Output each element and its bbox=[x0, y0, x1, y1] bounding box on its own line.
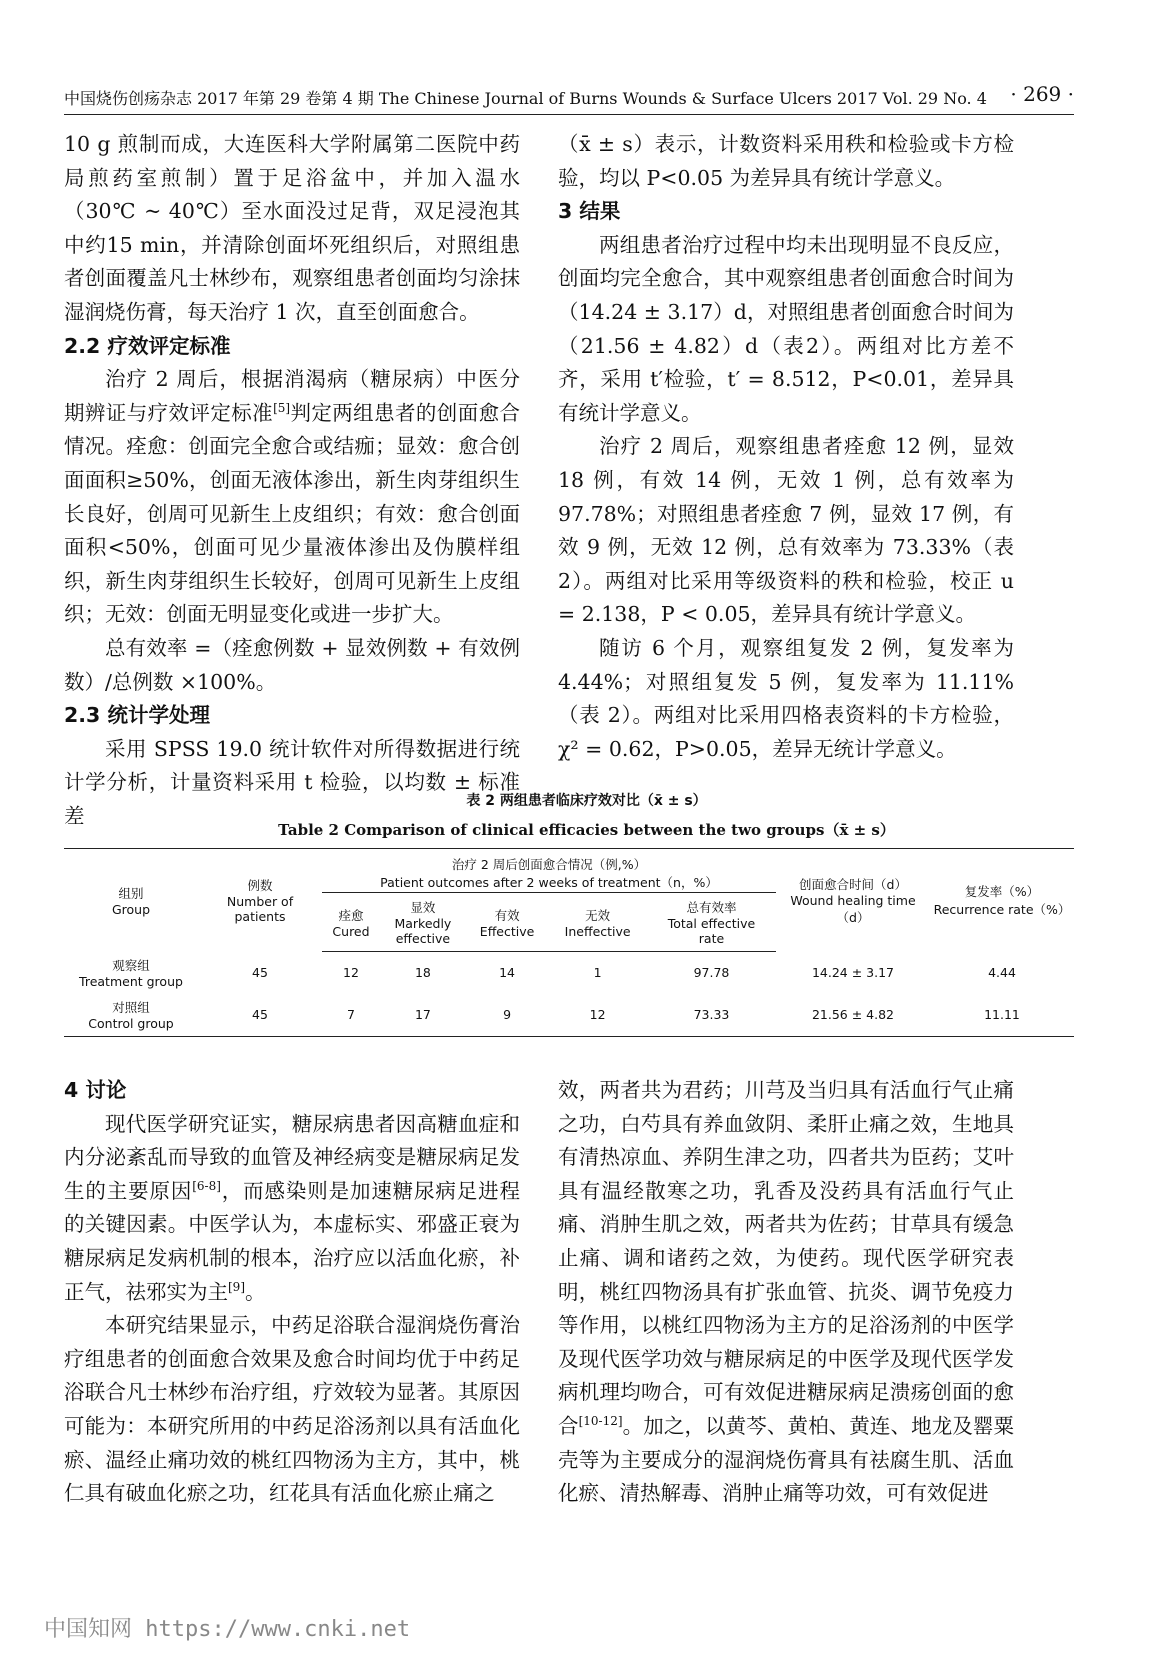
paragraph: 采用 SPSS 19.0 统计软件对所得数据进行统计学分析，计量资料采用 t 检验，以均数 ± 标准差 bbox=[64, 736, 520, 828]
paragraph: 治疗 2 周后，观察组患者痊愈 12 例，显效 18 例，有效 14 例，无效 1 例，总有效率为 97.78%；对照组患者痊愈 7 例，显效 17 例，有效 9 例，无效 12 例，总有效率为 73.33%（表 2）。两组对比采用等级资料的秩和检验，校正 u = 2.138，P < 0.05，差异具有统计学意义。 bbox=[558, 434, 1014, 627]
cell-ineffective: 12 bbox=[548, 994, 647, 1037]
cell-recurrence: 4.44 bbox=[988, 965, 1016, 980]
cell-group: 对照组 Control group bbox=[64, 994, 198, 1037]
col-header-recurrence: 复发率（%） Recurrence rate（%） bbox=[930, 849, 1074, 952]
table-row bbox=[64, 994, 1074, 1037]
discussion-left-column bbox=[64, 1074, 520, 1511]
section-heading-2-2: 2.2 疗效评定标准 bbox=[64, 333, 231, 358]
section-heading-2-3: 2.3 统计学处理 bbox=[64, 703, 210, 728]
cell-marked: 18 bbox=[414, 965, 431, 981]
cell-n: 45 bbox=[252, 965, 268, 980]
cell-recurrence: 11.11 bbox=[930, 994, 1074, 1037]
table-row bbox=[64, 952, 1074, 994]
cell-cured: 12 bbox=[343, 965, 359, 981]
citation: [5] bbox=[273, 400, 291, 415]
table-caption-cn: 表 2 两组患者临床疗效对比（x̄ ± s） bbox=[466, 793, 707, 809]
text-run: 治疗 2 周后，根据消渴病（糖尿病）中医分期辨证与疗效评定标准 bbox=[64, 367, 520, 425]
formula-paragraph: 总有效率 =（痊愈例数 + 显效例数 + 有效例数）/总例数 ×100%。 bbox=[64, 635, 520, 694]
text-run: ，而感染则是加速糖尿病足进程的关键因素。中医学认为，本虚标实、邪盛正衰为糖尿病足发病机制的根本，治疗应以活血化瘀，补正气，祛邪实为主 bbox=[64, 1178, 521, 1304]
cell-n: 45 bbox=[198, 994, 322, 1037]
paragraph bbox=[558, 1074, 1014, 1511]
col-header-marked: 显效 Markedly effective bbox=[380, 893, 466, 952]
paragraph: 随访 6 个月，观察组复发 2 例，复发率为 4.44%；对照组复发 5 例，复发率为 11.11%（表 2）。两组对比采用四格表资料的卡方检验，χ² = 0.62，P>0.05，差异无统计学意义。 bbox=[558, 635, 1014, 761]
cell-time: 14.24 ± 3.17 bbox=[811, 965, 895, 980]
right-column bbox=[558, 128, 1014, 766]
col-header-outcome: 治疗 2 周后创面愈合情况（例,%） Patient outcomes after 2 weeks of treatment（n，%） bbox=[322, 849, 776, 893]
text-run: 现代医学研究证实，糖尿病患者因高糖血症和内分泌紊乱而导致的血管及神经病变是糖尿病足发生的主要原因 bbox=[64, 1111, 520, 1203]
paragraph: 10 g 煎制而成，大连医科大学附属第二医院中药局煎药室煎制）置于足浴盆中，并加入温水（30℃ ~ 40℃）至水面没过足背，双足浸泡其中约15 min，并清除创面坏死组织后，对照组患者创面覆盖凡士林纱布，观察组患者创面均匀涂抹湿润烧伤膏，每天治疗 1 次，直至创面愈合。 bbox=[64, 132, 520, 324]
paragraph: （x̄ ± s）表示，计数资料采用秩和检验或卡方检验，均以 P<0.05 为差异具有统计学意义。 bbox=[558, 132, 1014, 190]
paragraph: 两组患者治疗过程中均未出现明显不良反应，创面均完全愈合，其中观察组患者创面愈合时间为（14.24 ± 3.17）d，对照组患者创面愈合时间为（21.56 ± 4.82）d（表2）。两组对比方差不齐，采用 t′检验，t′ = 8.512，P<0.01，差异具有统计学意义。 bbox=[558, 232, 1014, 425]
paragraph bbox=[64, 363, 520, 632]
cell-effective: 14 bbox=[499, 965, 516, 981]
citation: [10-12] bbox=[578, 1414, 623, 1429]
citation: [6-8] bbox=[192, 1178, 221, 1193]
running-header bbox=[64, 80, 1074, 115]
cell-cured: 7 bbox=[322, 994, 380, 1037]
col-header-group: 组别 Group bbox=[64, 849, 198, 952]
cell-total: 73.33 bbox=[647, 994, 776, 1037]
text-run: 。加之，以黄芩、黄柏、黄连、地龙及罂粟壳等为主要成分的湿润烧伤膏具有祛腐生肌、活血化瘀、清热解毒、消肿止痛等功效，可有效促进 bbox=[558, 1413, 1015, 1506]
cell-total: 97.78 bbox=[693, 965, 730, 981]
text-run: 效，两者共为君药；川芎及当归具有活血行气止痛之功，白芍具有养血敛阴、柔肝止痛之效，生地具有清热凉血、养阴生津之功，四者共为臣药；艾叶具有温经散寒之功，乳香及没药具有活血行气止痛、消肿生肌之效，两者共为佐药；甘草具有缓急止痛、调和诸药之效，为使药。现代医学研究表明，桃红四物汤具有扩张血管、抗炎、调节免疫力等作用，以桃红四物汤为主方的足浴汤剂的中医学及现代医学功效与糖尿病足的中医学及现代医学发病机理均吻合，可有效促进糖尿病足溃疡创面的愈合 bbox=[558, 1078, 1014, 1438]
page-number: · 269 · bbox=[1010, 82, 1074, 106]
cell-ineffective: 1 bbox=[593, 965, 602, 981]
cell-effective: 9 bbox=[466, 994, 549, 1037]
text-run: 。 bbox=[245, 1279, 266, 1304]
col-header-time: 创面愈合时间（d） Wound healing time （d） bbox=[776, 849, 930, 952]
col-header-total: 总有效率 Total effective rate bbox=[647, 893, 776, 952]
paragraph: 本研究结果显示，中药足浴联合湿润烧伤膏治疗组患者的创面愈合效果及愈合时间均优于中药足浴联合凡士林纱布治疗组，疗效较为显著。其原因可能为：本研究所用的中药足浴汤剂以具有活血化瘀、温经止痛功效的桃红四物汤为主方，其中，桃仁具有破血化瘀之功，红花具有活血化瘀止痛之 bbox=[64, 1313, 520, 1506]
table-caption-en: Table 2 Comparison of clinical efficacies between the two groups（x̄ ± s） bbox=[278, 821, 895, 839]
col-header-n: 例数 Number of patients bbox=[198, 849, 322, 952]
left-column bbox=[64, 128, 520, 833]
cell-group: 观察组 Treatment group bbox=[79, 958, 183, 989]
cnki-watermark: 中国知网 https://www.cnki.net bbox=[44, 1617, 411, 1642]
col-header-cured: 痊愈 Cured bbox=[322, 893, 380, 952]
section-heading-4: 4 讨论 bbox=[64, 1078, 127, 1102]
cell-marked: 17 bbox=[380, 994, 466, 1037]
paragraph bbox=[64, 1108, 520, 1310]
results-table bbox=[64, 848, 1074, 1037]
text-run: 判定两组患者的创面愈合情况。痊愈：创面完全愈合或结痂；显效：愈合创面面积≥50%，创面无液体渗出，新生肉芽组织生长良好，创周可见新生上皮组织；有效：愈合创面面积<50%，创面可见少量液体渗出及伪膜样组织，新生肉芽组织生长较好，创周可见新生上皮组织；无效：创面无明显变化或进一步扩大。 bbox=[64, 400, 521, 627]
section-heading-3: 3 结果 bbox=[558, 199, 621, 224]
discussion-right-column bbox=[558, 1074, 1014, 1511]
col-header-effective: 有效 Effective bbox=[466, 893, 549, 952]
citation: [9] bbox=[228, 1279, 245, 1294]
journal-header: 中国烧伤创疡杂志 2017 年第 29 卷第 4 期 The Chinese Journal of Burns Wounds & Surface Ulcers 2017 Vol. 29 No. 4 bbox=[64, 89, 987, 108]
cell-time: 21.56 ± 4.82 bbox=[776, 994, 930, 1037]
col-header-ineffective: 无效 Ineffective bbox=[548, 893, 647, 952]
